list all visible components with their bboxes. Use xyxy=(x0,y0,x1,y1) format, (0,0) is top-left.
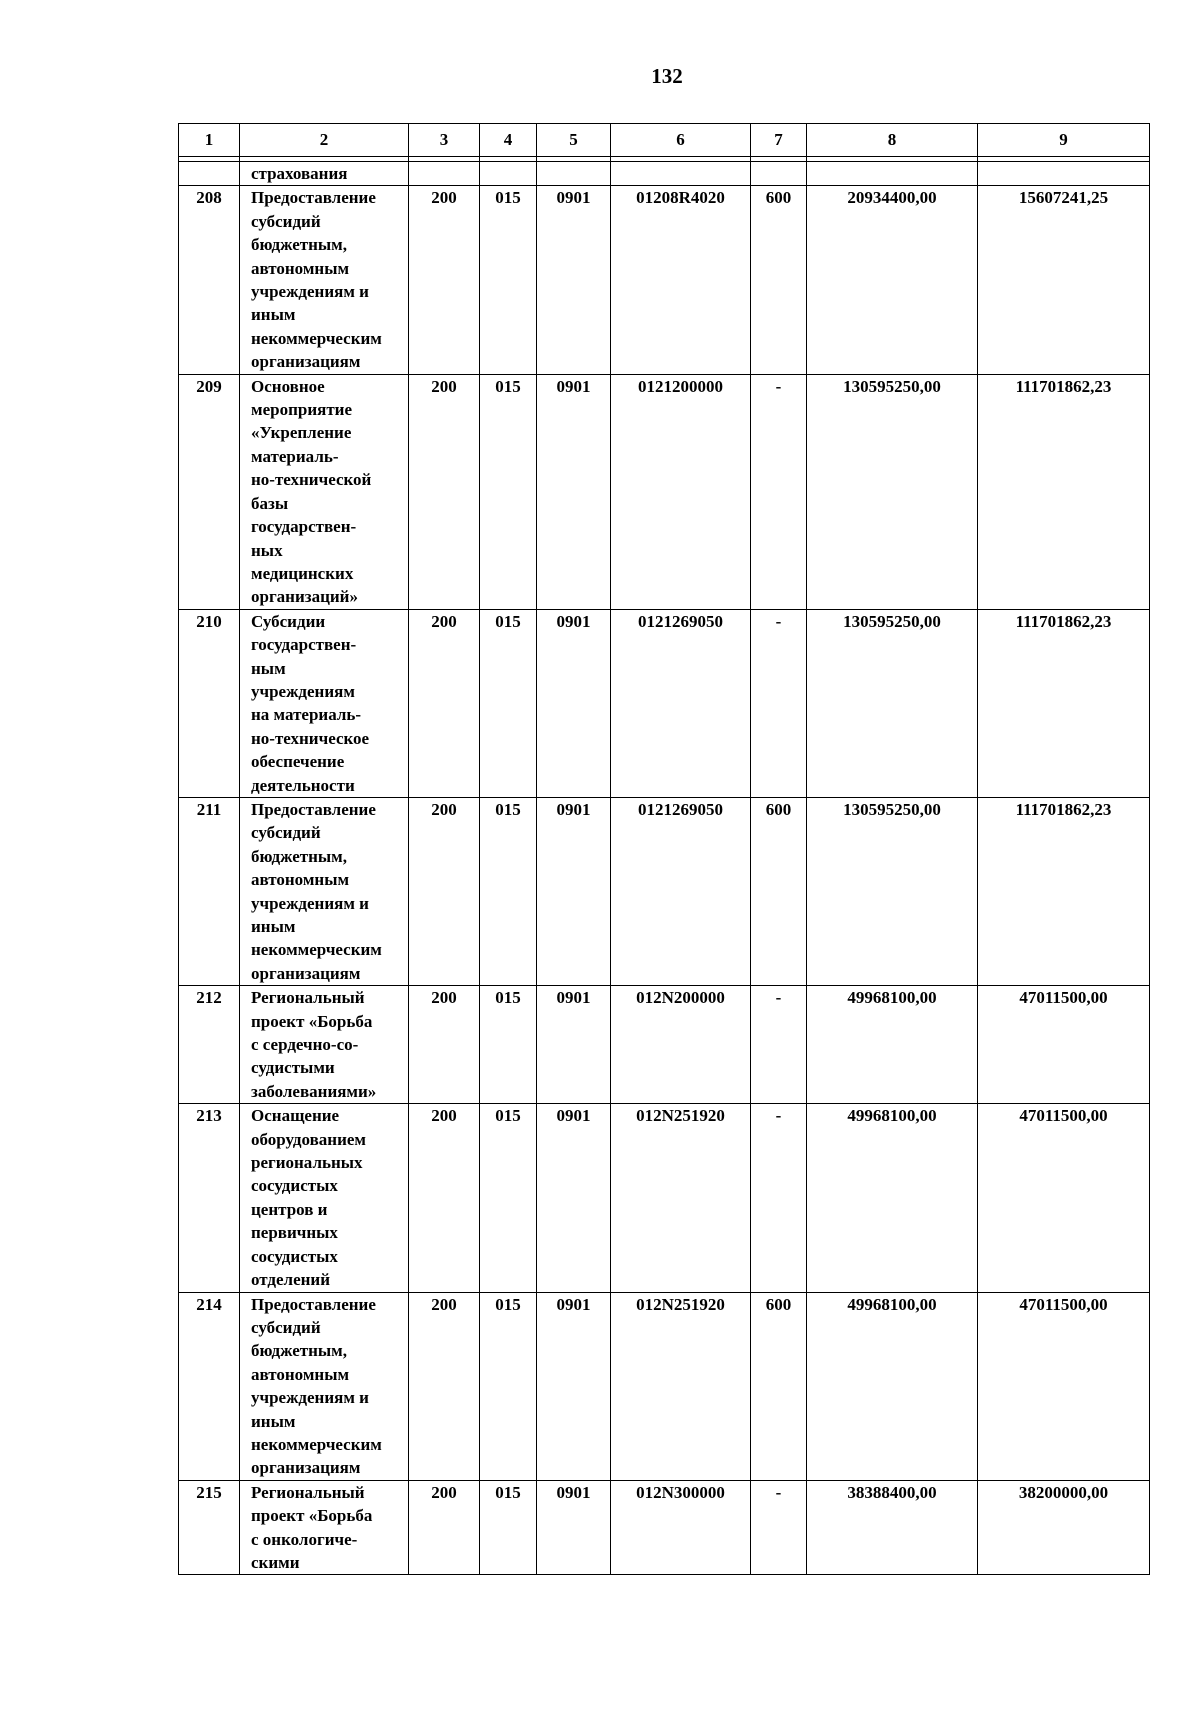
row-name-line: иным xyxy=(251,917,296,936)
cell-c3: 200 xyxy=(409,797,480,985)
row-number: 213 xyxy=(179,1104,240,1292)
row-name-line: некоммерческим xyxy=(251,1434,382,1454)
row-name-line: бюджетным, xyxy=(251,1341,348,1361)
row-name xyxy=(240,986,409,1104)
cell-c8: 130595250,00 xyxy=(807,374,978,609)
cell-c4: 015 xyxy=(480,1292,537,1480)
row-name-line: государствен- xyxy=(251,517,357,537)
row-name-line: некоммерческим xyxy=(251,940,382,960)
cell-c8: 49968100,00 xyxy=(807,1292,978,1480)
column-header: 1 xyxy=(179,124,240,157)
row-name-line: сосудистых xyxy=(251,1176,338,1196)
cell-c6: 01208R4020 xyxy=(611,186,751,374)
row-name-line: учреждениям xyxy=(251,681,355,701)
cell-c3: 200 xyxy=(409,374,480,609)
table-body xyxy=(179,124,1150,1575)
column-header: 8 xyxy=(807,124,978,157)
cell-c5: 0901 xyxy=(537,986,611,1104)
row-name-line: региональных xyxy=(251,1153,363,1173)
row-name-line: иным xyxy=(251,305,296,325)
row-name-line: субсидий xyxy=(251,211,321,231)
row-name-line: с онкологиче- xyxy=(251,1529,358,1549)
cell-c6: 012N300000 xyxy=(611,1480,751,1575)
row-name xyxy=(240,1480,409,1575)
cell-c8: 49968100,00 xyxy=(807,986,978,1104)
row-name-line: Предоставление xyxy=(251,1294,376,1314)
cell-c6: 0121269050 xyxy=(611,609,751,797)
row-name-line: организаций» xyxy=(251,587,358,607)
row-number: 211 xyxy=(179,797,240,985)
cell-c7: - xyxy=(751,986,807,1104)
row-number: 208 xyxy=(179,186,240,374)
cell-c5: 0901 xyxy=(537,186,611,374)
row-name-line: автономным xyxy=(251,1364,350,1384)
row-name-line: Предоставление xyxy=(251,799,376,819)
row-name-line: мероприятие xyxy=(251,400,353,420)
cell-c4: 015 xyxy=(480,374,537,609)
row-name-line: организациям xyxy=(251,1458,361,1478)
row-number: 214 xyxy=(179,1292,240,1480)
row-name-line: автономным xyxy=(251,870,350,890)
cell-c9: 111701862,23 xyxy=(978,797,1150,985)
row-name-line: проект «Борьба xyxy=(251,1011,373,1031)
cell-c4: 015 xyxy=(480,1104,537,1292)
row-name-line: на материаль- xyxy=(251,705,362,725)
cell-c5: 0901 xyxy=(537,609,611,797)
cell-c8: 130595250,00 xyxy=(807,609,978,797)
row-name-line: государствен- xyxy=(251,635,357,655)
row-name xyxy=(240,609,409,797)
row-name-line: проект «Борьба xyxy=(251,1506,373,1526)
row-number: 209 xyxy=(179,374,240,609)
row-name-line: с сердечно-со- xyxy=(251,1035,359,1055)
cell-c4: 015 xyxy=(480,986,537,1104)
row-name-line: «Укрепление xyxy=(251,423,352,443)
column-header: 6 xyxy=(611,124,751,157)
cell-c7: - xyxy=(751,374,807,609)
row-name-line: организациям xyxy=(251,352,361,372)
cell-c4: 015 xyxy=(480,186,537,374)
row-name-line: бюджетным, xyxy=(251,235,348,255)
row-name-line: автономным xyxy=(251,258,350,278)
page-number: 132 xyxy=(651,64,683,88)
row-name-line: первичных xyxy=(251,1223,338,1243)
cell-c3: 200 xyxy=(409,1292,480,1480)
cell-c9: 47011500,00 xyxy=(978,986,1150,1104)
cell-c7: - xyxy=(751,609,807,797)
row-name-line: ным xyxy=(251,658,286,678)
header-row xyxy=(179,124,1150,157)
cell-c9: 47011500,00 xyxy=(978,1104,1150,1292)
cell-c8: 38388400,00 xyxy=(807,1480,978,1575)
row-number: 210 xyxy=(179,609,240,797)
table-row xyxy=(179,186,1150,374)
cell-c4: 015 xyxy=(480,609,537,797)
row-name-line: Оснащение xyxy=(251,1106,340,1126)
row-name-line: Предоставление xyxy=(251,188,376,208)
column-header: 2 xyxy=(240,124,409,157)
cell-c6: 012N251920 xyxy=(611,1292,751,1480)
column-header: 7 xyxy=(751,124,807,157)
cell-c7: - xyxy=(751,1480,807,1575)
cell-c5: 0901 xyxy=(537,1292,611,1480)
row-name-line: обеспечение xyxy=(251,752,345,772)
row-name-line: медицинских xyxy=(251,563,354,583)
row-name-line: но-технической xyxy=(251,470,372,490)
row-name-line: центров и xyxy=(251,1199,328,1219)
row-name-line: сосудистых xyxy=(251,1246,338,1266)
cell-c4: 015 xyxy=(480,797,537,985)
cell-c6: 012N251920 xyxy=(611,1104,751,1292)
table-row xyxy=(179,1480,1150,1575)
cell-c6: 0121269050 xyxy=(611,797,751,985)
row-name-line: Субсидии xyxy=(251,611,326,631)
row-name-line: учреждениям и xyxy=(251,893,369,913)
table-row xyxy=(179,609,1150,797)
table-row xyxy=(179,1104,1150,1292)
column-header: 9 xyxy=(978,124,1150,157)
cell-c3: 200 xyxy=(409,986,480,1104)
row-name xyxy=(240,374,409,609)
row-name-line: субсидий xyxy=(251,823,321,843)
cell-c9: 47011500,00 xyxy=(978,1292,1150,1480)
row-name-line: Основное xyxy=(251,376,325,396)
table-row xyxy=(179,1292,1150,1480)
row-name-line: учреждениям и xyxy=(251,1388,369,1408)
column-header: 4 xyxy=(480,124,537,157)
row-number: 215 xyxy=(179,1480,240,1575)
table-row xyxy=(179,374,1150,609)
row-name-line: деятельности xyxy=(251,775,355,795)
cell-c3: 200 xyxy=(409,609,480,797)
row-name-line: заболеваниями» xyxy=(251,1081,377,1101)
row-name xyxy=(240,797,409,985)
row-number: 212 xyxy=(179,986,240,1104)
cell-c6: 012N200000 xyxy=(611,986,751,1104)
row-name-line: субсидий xyxy=(251,1317,321,1337)
row-name-line: но-техническое xyxy=(251,728,370,748)
cell-c7: - xyxy=(751,1104,807,1292)
row-name-line: скими xyxy=(251,1552,300,1572)
row-name-line: учреждениям и xyxy=(251,282,369,302)
continuation-text: страхования xyxy=(240,162,409,186)
table-row xyxy=(179,986,1150,1104)
cell-c8: 20934400,00 xyxy=(807,186,978,374)
column-header: 5 xyxy=(537,124,611,157)
row-name xyxy=(240,1292,409,1480)
cell-c5: 0901 xyxy=(537,797,611,985)
row-name-line: Региональный xyxy=(251,988,365,1008)
row-name-line: судистыми xyxy=(251,1058,335,1078)
table-row xyxy=(179,797,1150,985)
row-name xyxy=(240,186,409,374)
column-header: 3 xyxy=(409,124,480,157)
row-name-line: оборудованием xyxy=(251,1129,367,1149)
cell-c7: 600 xyxy=(751,1292,807,1480)
row-name xyxy=(240,1104,409,1292)
continuation-row xyxy=(179,162,1150,186)
row-name-line: бюджетным, xyxy=(251,846,348,866)
cell-c3: 200 xyxy=(409,186,480,374)
row-name-line: базы xyxy=(251,493,289,513)
cell-c9: 38200000,00 xyxy=(978,1480,1150,1575)
cell-c7: 600 xyxy=(751,797,807,985)
row-name-line: Региональный xyxy=(251,1482,365,1502)
row-name-line: некоммерческим xyxy=(251,328,382,348)
row-name-line: иным xyxy=(251,1411,296,1431)
cell-c5: 0901 xyxy=(537,374,611,609)
cell-c8: 130595250,00 xyxy=(807,797,978,985)
cell-c5: 0901 xyxy=(537,1480,611,1575)
cell-c3: 200 xyxy=(409,1480,480,1575)
cell-c6: 0121200000 xyxy=(611,374,751,609)
budget-table xyxy=(178,123,1150,1575)
cell-c4: 015 xyxy=(480,1480,537,1575)
cell-c3: 200 xyxy=(409,1104,480,1292)
cell-c9: 111701862,23 xyxy=(978,374,1150,609)
cell-c7: 600 xyxy=(751,186,807,374)
cell-c8: 49968100,00 xyxy=(807,1104,978,1292)
row-name-line: ных xyxy=(251,540,283,560)
row-name-line: отделений xyxy=(251,1270,331,1290)
cell-c9: 111701862,23 xyxy=(978,609,1150,797)
row-name-line: организациям xyxy=(251,963,361,983)
cell-c5: 0901 xyxy=(537,1104,611,1292)
cell-c9: 15607241,25 xyxy=(978,186,1150,374)
row-name-line: материаль- xyxy=(251,446,339,466)
